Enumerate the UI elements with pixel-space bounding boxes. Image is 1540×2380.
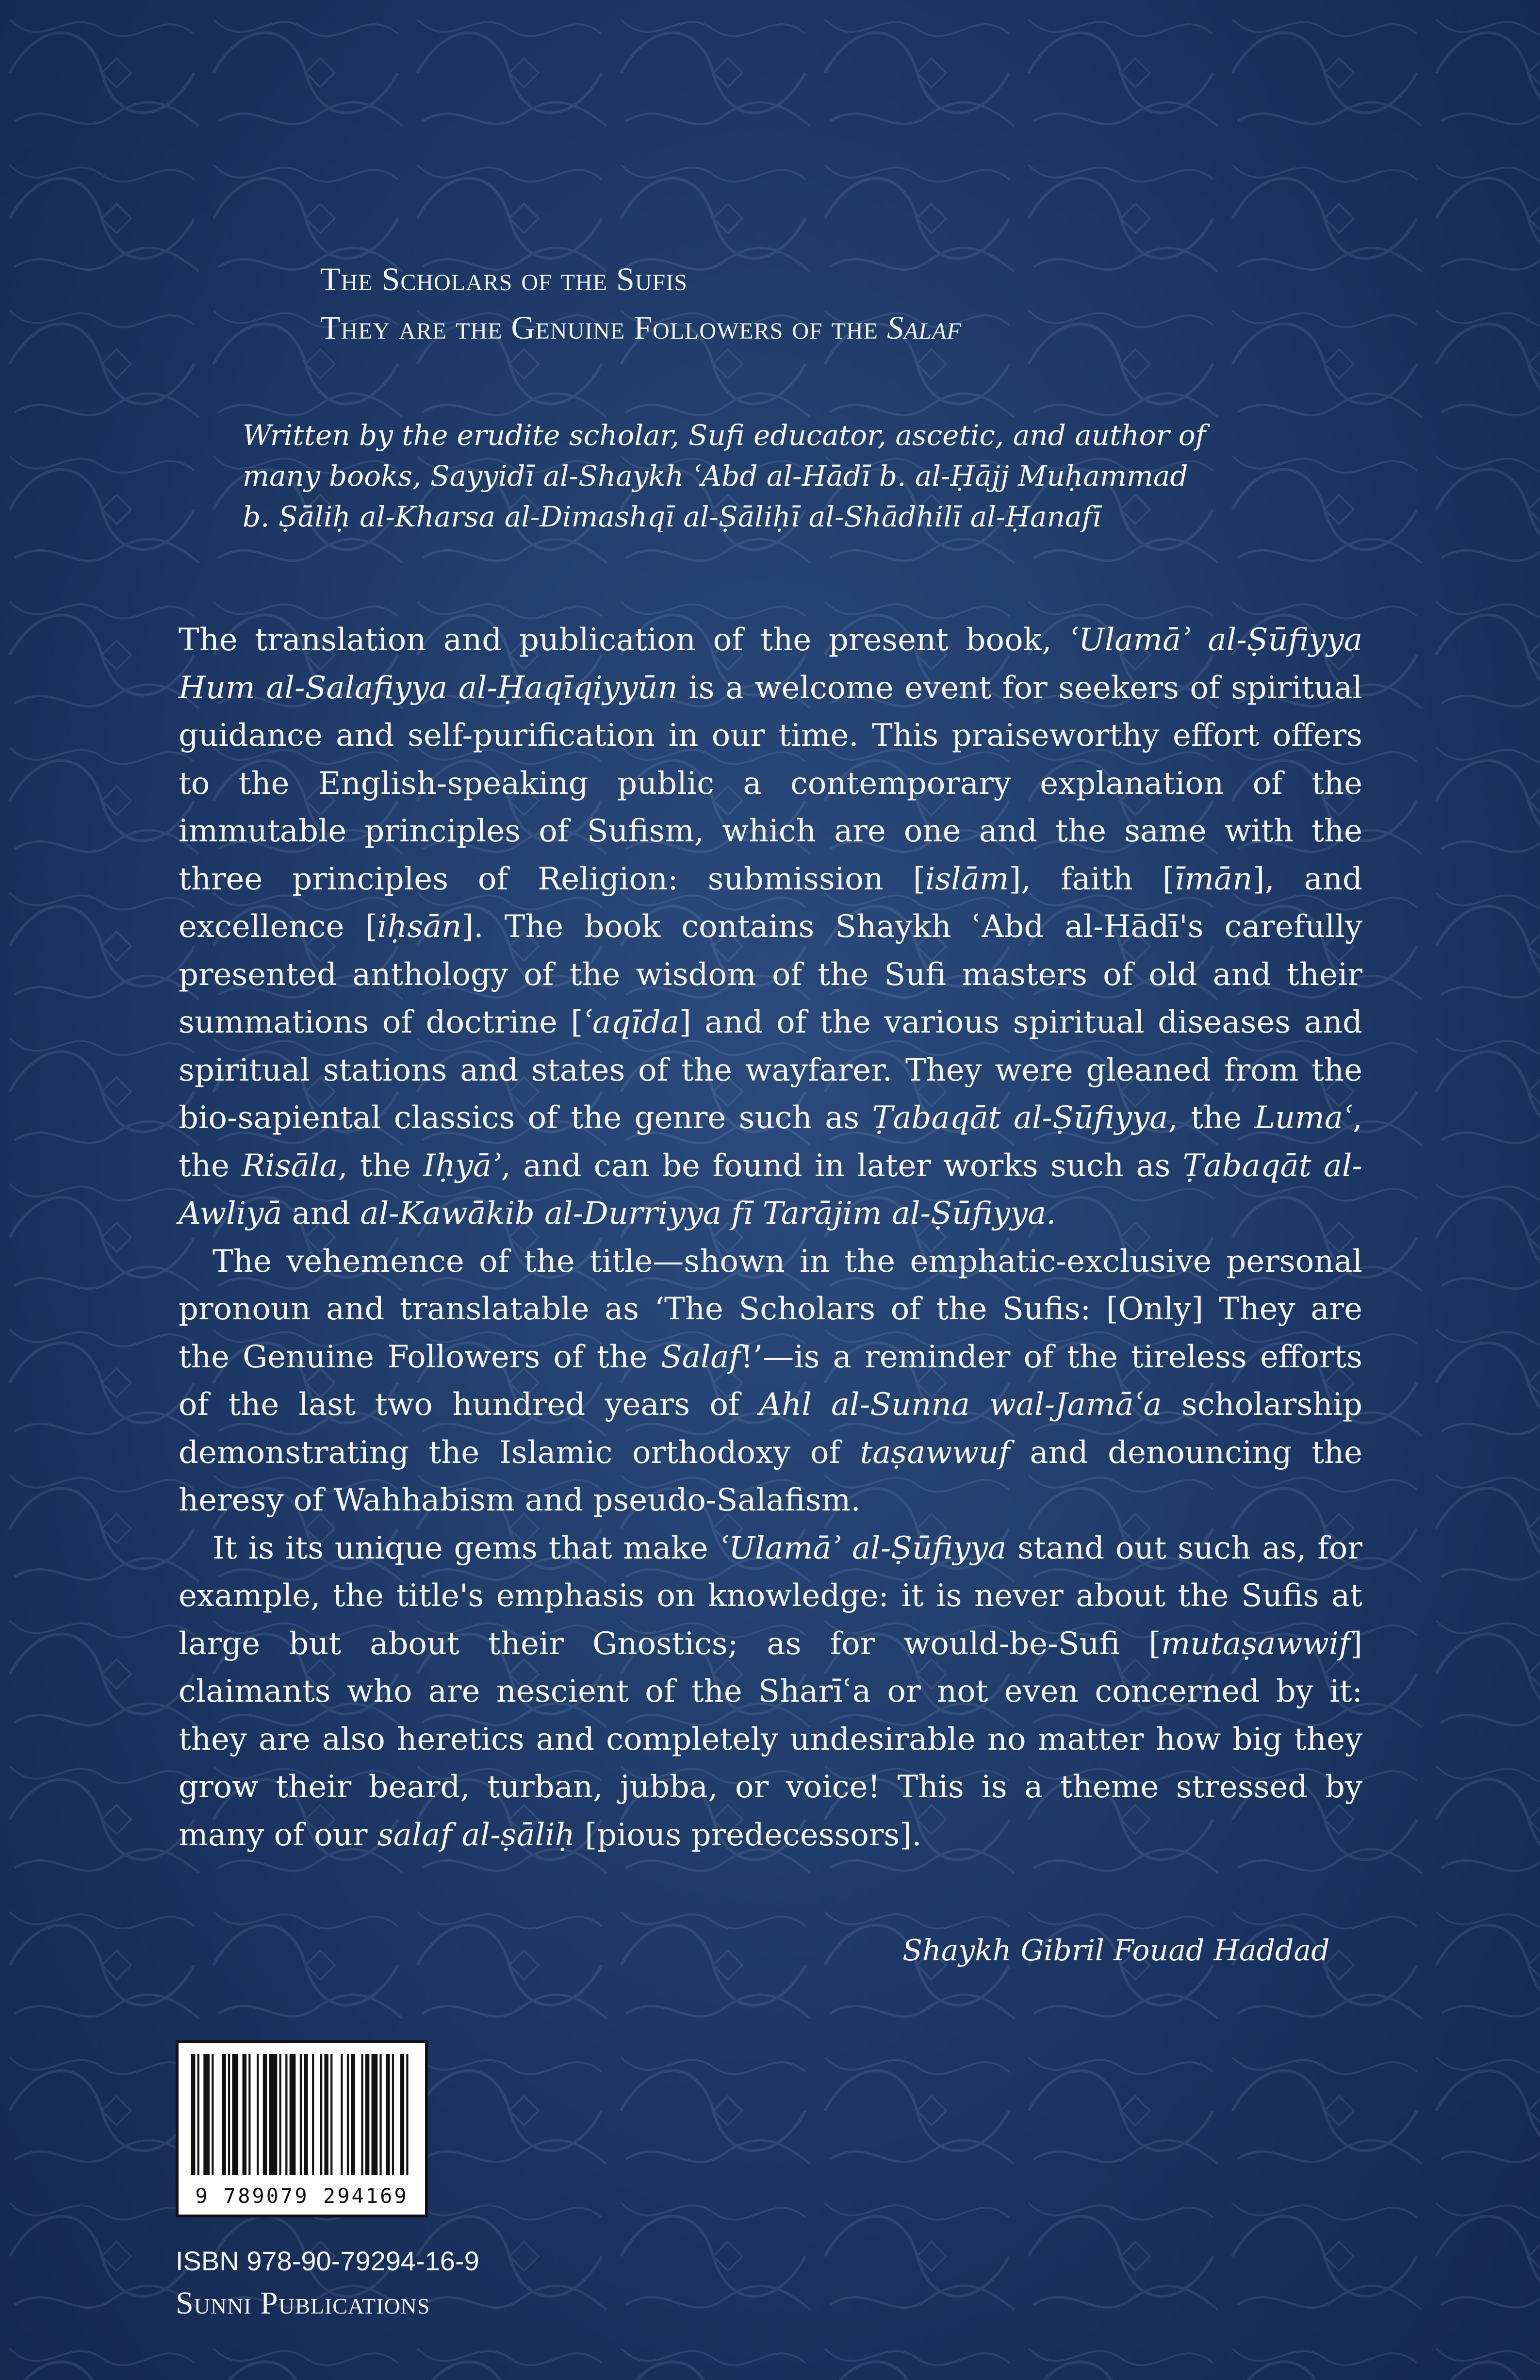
barcode-bar [324,2054,328,2175]
blurb-italic: Lumaʿ [1254,1100,1353,1136]
barcode-bar [304,2054,308,2175]
blurb-italic: ʿUlamāʾ al-Ṣūfiyya Hum al-Salafiyya al-Ḥaqīqiyyūn [179,622,1363,706]
blurb-text: and denouncing the heresy of Wahhabism and pseudo-Salafism. [179,1434,1362,1518]
barcode-bar [386,2054,390,2175]
author-line-1: Written by the erudite scholar, Sufi educator, ascetic, and author of [243,419,1206,452]
blurb-text: The vehemence of the title—shown in the emphatic-exclusive personal pronoun and translatable as ‘The Scholars of the Sufis: [Only] They are the Genuine Followers of the [179,1243,1362,1375]
blurb-text: , and can be found in later works such as [501,1148,1183,1184]
blurb-italic: al-Kawākib al-Durriyya fī Tarājim al-Ṣūfiyya. [360,1196,1056,1231]
barcode-bar [197,2054,199,2175]
barcode-digits: 9 789079 294169 [195,2184,409,2208]
blurb-text: , the [179,1100,1362,1184]
blurb-italic: Ṭabaqāt al-Ṣūfiyya [872,1100,1168,1136]
barcode-bar [232,2054,238,2175]
barcode-bar [379,2054,381,2175]
blurb-text: scholarship demonstrating the Islamic orthodoxy of [179,1387,1363,1471]
title-line-2 [320,303,1388,352]
blurb-text: and [282,1196,360,1231]
blurb-text: ] claimants who are nescient of the Sharīʿa or not even concerned by it: they are also heretics and completely undesirable no matter how big they grow their beard, turban, jubba, or voice! This is a theme stressed by many of our [179,1625,1362,1853]
barcode-bar [212,2054,213,2175]
isbn-number: ISBN 978-90-79294-16-9 [176,2246,479,2276]
blurb-italic: Salaf [660,1339,741,1375]
barcode-bar [372,2054,378,2175]
barcode-bar [257,2054,259,2175]
barcode-bar [312,2054,314,2175]
blurb-text: ]. The book contains Shaykh ʿAbd al-Hādī's carefully presented anthology of the wisdom of the Sufi masters of old and their summations of doctrine [ [179,909,1363,1040]
blurb-text: [pious predecessors]. [574,1817,922,1853]
blurb-italic: īmān [1174,861,1253,897]
barcode-bar [248,2054,250,2175]
publisher-name: Sunni Publications [176,2285,430,2321]
signature: Shaykh Gibril Fouad Haddad [902,1934,1330,1968]
barcode-bar [285,2054,287,2175]
blurb-text: !’—is a reminder of the tireless efforts of the last two hundred years of [179,1339,1363,1423]
barcode-bar [406,2054,408,2175]
book-title [320,255,1388,352]
barcode-bar [392,2054,394,2175]
barcode-bar [290,2054,296,2175]
barcode-bar [361,2054,363,2175]
barcode-bar [347,2054,349,2175]
title-line-2-main: They are the Genuine Followers of the [320,309,887,346]
blurb-paragraph-2 [179,1238,1362,1525]
blurb-text: ] and of the various spiritual diseases and spiritual stations and states of the wayfarer. They were gleaned from the bio-sapiental classics of the genre such as [179,1004,1363,1136]
title-line-1: The Scholars of the Sufis [320,261,688,297]
blurb-italic: taṣawwuf [860,1434,1010,1471]
blurb-italic: ʿUlamāʾ al-Ṣūfiyya [719,1530,1007,1566]
barcode-bar [243,2054,246,2175]
blurb-italic: Iḥyāʾ [423,1148,501,1184]
blurb-text: ], and excellence [ [179,861,1362,945]
blurb-italic: mutaṣawwif [1161,1625,1351,1662]
barcode-bar [269,2054,277,2175]
barcode-bars [191,2054,412,2175]
blurb-paragraph-1 [179,616,1362,1238]
barcode-bar [351,2054,355,2175]
barcode-bar [279,2054,281,2175]
barcode-bar [228,2054,230,2175]
blurb-italic: Ṭabaqāt al-Awliyā [179,1148,1363,1231]
barcode-bar [300,2054,302,2175]
blurb-text: , the [1168,1100,1255,1136]
title-line-2-italic: Salaf [887,309,962,346]
blurb-text: The translation and publication of the present book, [179,622,1069,658]
blurb-italic: islām [925,861,1009,897]
barcode-bar [365,2054,369,2175]
author-credit [243,415,1300,537]
blurb-italic: Ahl al-Sunna wal-Jamāʿa [759,1387,1162,1423]
isbn-barcode [176,2040,428,2217]
back-cover-blurb [179,616,1362,1859]
blurb-italic: iḥsān [377,909,462,945]
author-line-3: b. Ṣāliḥ al-Kharsa al-Dimashqī al-Ṣāliḥī al-Shādhilī al-Ḥanafī [243,500,1101,533]
blurb-text: ], faith [ [1009,861,1175,897]
blurb-paragraph-3 [179,1525,1362,1859]
blurb-text: , the [338,1148,424,1184]
barcode-bar [400,2054,404,2175]
barcode-bar [330,2054,332,2175]
blurb-italic: ʿaqīda [583,1004,679,1040]
barcode-bar [191,2054,195,2175]
blurb-text: stand out such as, for example, the title's emphasis on knowledge: it is never about the Sufis at large but about their Gnostics; as for would-be-Sufi [ [179,1530,1362,1662]
blurb-text: is a welcome event for seekers of spiritual guidance and self-purification in our time. This praiseworthy effort offers to the English-speaking public a contemporary explanation of the immutable principles of Sufism, which are one and the same with the three principles of Religion: submission [ [179,670,1363,897]
barcode-bar [203,2054,210,2175]
blurb-italic: Risāla [242,1148,338,1184]
blurb-text: It is its unique gems that make [213,1530,720,1566]
barcode-bar [222,2054,226,2175]
author-line-2: many books, Sayyidī al-Shaykh ʿAbd al-Hādī b. al-Ḥājj Muḥammad [243,460,1188,492]
barcode-bar [263,2054,267,2175]
blurb-italic: salaf al-ṣāliḥ [377,1817,575,1853]
barcode-bar [341,2054,343,2175]
barcode-bar [320,2054,322,2175]
